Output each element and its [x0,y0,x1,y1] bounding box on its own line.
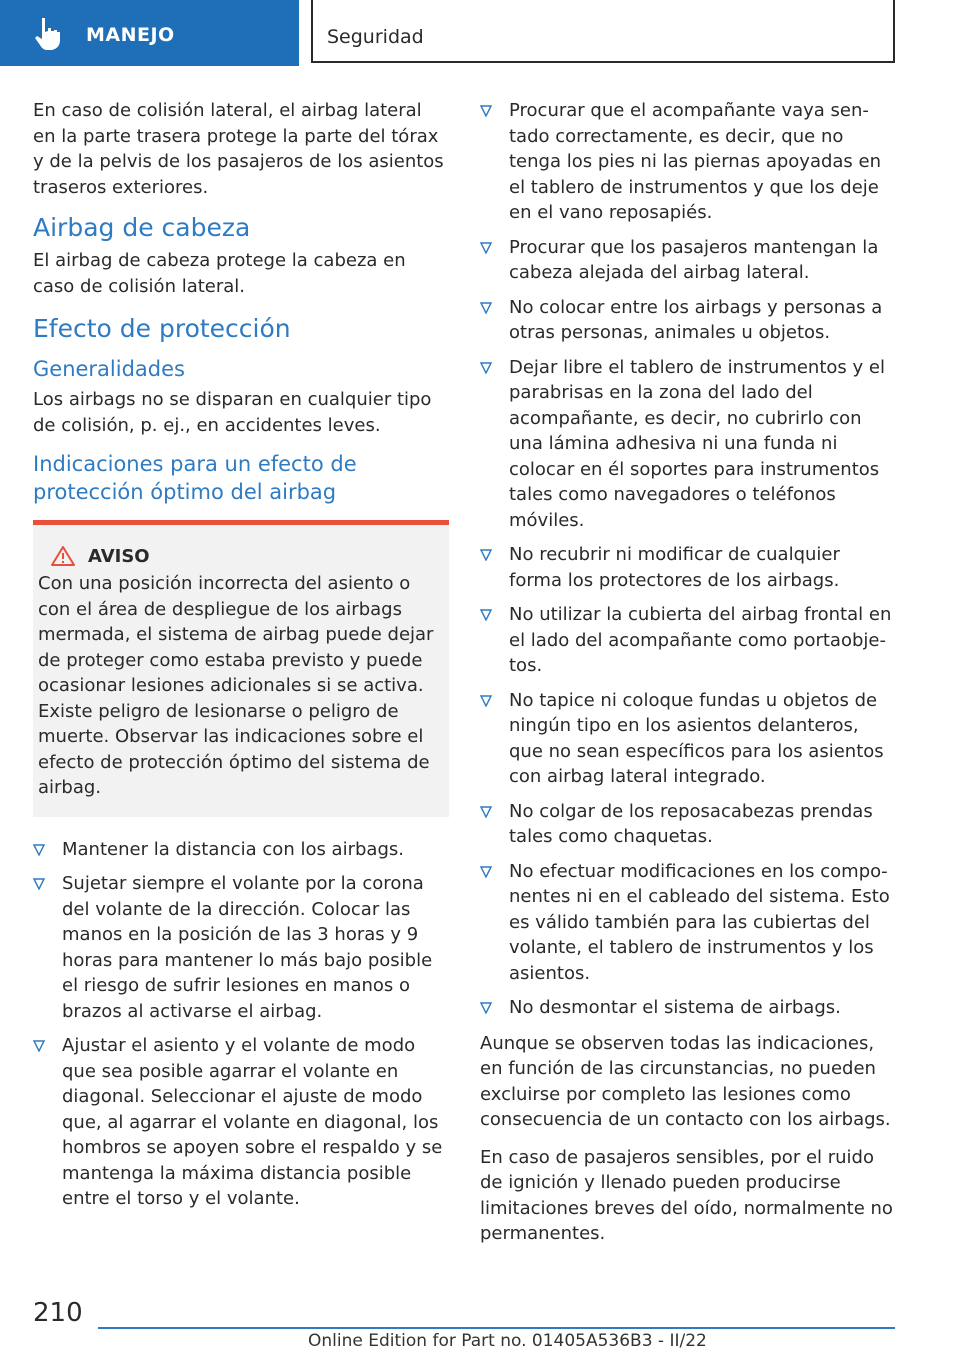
bullet-triangle-icon [480,105,492,117]
bullet-triangle-icon [480,549,492,561]
bullet-triangle-icon [33,878,45,890]
bullet-triangle-icon [480,242,492,254]
list-item: Procurar que los pasajeros mantengan la cabeza alejada del airbag lateral. [480,235,896,286]
left-column [33,98,449,1222]
warning-text: Con una posición incorrecta del asiento o con el área de despliegue de los airbags mermada, el sistema de airbag puede dejar de proteger como estaba previsto y puede ocasionar lesiones adicionales si se activa. Existe peligro de lesionarse o peligro de muerte. Observar las indicaciones sobre el efecto de protección óptimo del sistema de airbag. [38,573,434,798]
heading-protection-effect: Efecto de protección [33,314,291,343]
closing-paragraph-2: En caso de pasajeros sensibles, por el ruido de ignición y llenado pueden producirse limitaciones breves del oído, normalmente no permanentes. [480,1146,893,1244]
warning-header [38,545,441,567]
right-bullet-list [480,98,896,1021]
bullet-triangle-icon [480,362,492,374]
section-title: MANEJO [86,24,175,46]
bullet-triangle-icon [480,609,492,621]
list-item: No utilizar la cubierta del airbag frontal en el lado del acompañante como portaobjetos. [480,602,896,679]
bullet-triangle-icon [480,302,492,314]
head-airbag-paragraph: El airbag de cabeza protege la cabeza en caso de colisión lateral. [33,250,406,297]
list-item: Mantener la distancia con los airbags. [33,837,449,863]
list-item: No recubrir ni modificar de cualquier forma los protectores de los airbags. [480,542,896,593]
heading-indications: Indicaciones para un efecto de protección óptimo del airbag [33,452,357,504]
bullet-triangle-icon [480,866,492,878]
left-bullet-list [33,837,449,1212]
edition-note: Online Edition for Part no. 01405A536B3 - II/22 [308,1331,707,1351]
list-item: No desmontar el sistema de airbags. [480,995,896,1021]
section-tab [0,0,299,66]
bullet-triangle-icon [33,1040,45,1052]
bullet-triangle-icon [33,844,45,856]
list-item: Procurar que el acompañante vaya sentado correctamente, es decir, que no tenga los pies ni las piernas apoyadas en el tablero de instrumentos y que los deje en el vano reposapiés. [480,98,896,226]
heading-general: Generalidades [33,357,185,381]
heading-head-airbag: Airbag de cabeza [33,213,251,242]
closing-paragraph-1: Aunque se observen todas las indicaciones, en función de las circunstancias, no pueden excluirse por completo las lesiones como consecuencia de un contacto con los airbags. [480,1032,891,1130]
intro-paragraph: En caso de colisión lateral, el airbag lateral en la parte trasera protege la parte del tórax y de la pelvis de los pasajeros de los asientos traseros exteriores. [33,100,444,198]
list-item: No colocar entre los airbags y personas a otras personas, animales u objetos. [480,295,896,346]
hand-pointer-icon [30,14,70,54]
chapter-box [311,0,895,63]
list-item: No tapice ni coloque fundas u objetos de ningún tipo en los asientos delanteros, que no sean específicos para los asientos con airbag lateral integrado. [480,688,896,790]
footer-divider [98,1327,895,1329]
list-item: No efectuar modificaciones en los componentes ni en el cableado del sistema. Esto es válido también para las cubiertas del volante, el tablero de instrumentos y los asientos. [480,859,896,987]
bullet-triangle-icon [480,1002,492,1014]
warning-box [33,520,449,817]
chapter-title: Seguridad [327,26,424,48]
bullet-triangle-icon [480,806,492,818]
right-column [480,98,896,1259]
list-item: Sujetar siempre el volante por la corona del volante de la dirección. Colocar las manos en la posición de las 3 horas y 9 horas para mantener lo más bajo posible el riesgo de sufrir lesiones en manos o brazos al activarse el airbag. [33,871,449,1024]
warning-title: AVISO [88,545,150,567]
page-number: 210 [33,1298,83,1328]
list-item: Ajustar el asiento y el volante de modo que sea posible agarrar el volante en diagonal. Seleccionar el ajuste de modo que, al agarrar el volante en diagonal, los hombros se apoyen sobre el respaldo y se mantenga la máxima distancia posible entre el torso y el volante. [33,1033,449,1212]
list-item: No colgar de los reposacabezas prendas tales como chaquetas. [480,799,896,850]
general-paragraph: Los airbags no se disparan en cualquier tipo de colisión, p. ej., en accidentes leves. [33,389,432,436]
bullet-triangle-icon [480,695,492,707]
warning-triangle-icon [50,545,76,567]
list-item: Dejar libre el tablero de instrumentos y el parabrisas en la zona del lado del acompañante, es decir, no cubrirlo con una lámina adhesiva ni una funda ni colocar en él soportes para instrumentos tales como navegadores o teléfonos móviles. [480,355,896,534]
